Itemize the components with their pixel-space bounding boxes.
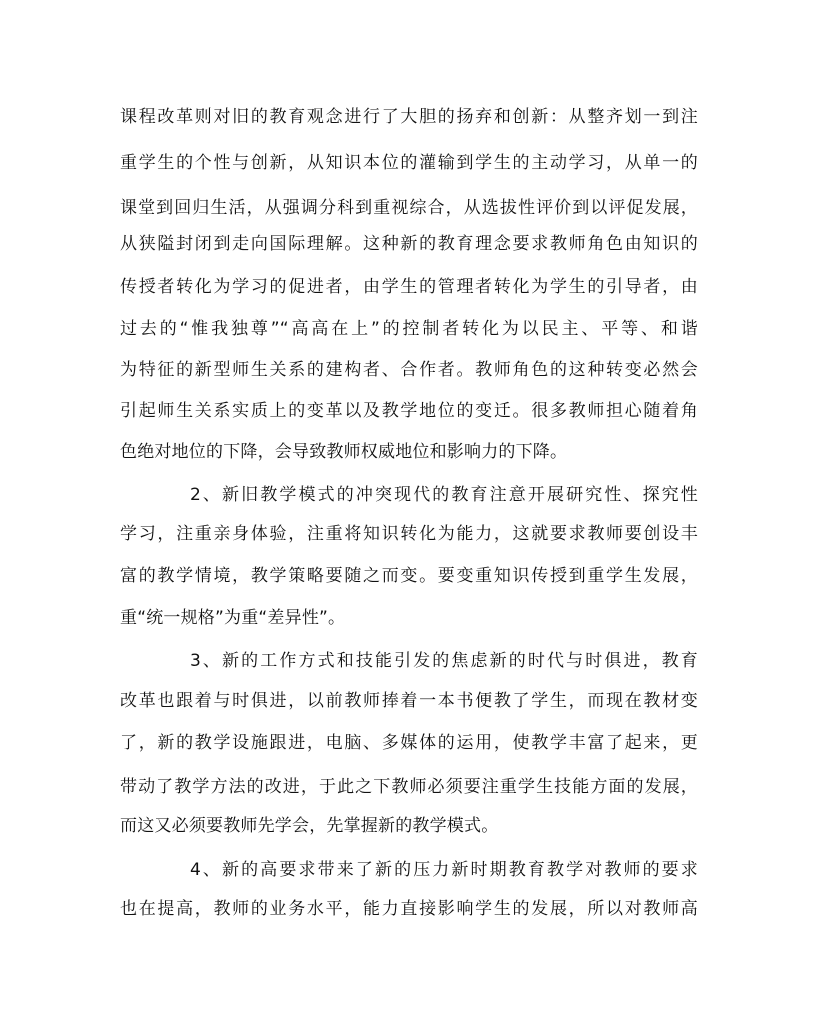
paragraph-3-line-1: 3、新的工作方式和技能引发的焦虑新的时代与时俱进，教育 bbox=[190, 651, 698, 671]
paragraph-2-line-2: 学习，注重亲身体验，注重将知识转化为能力，这就要求教师要创设丰 bbox=[120, 524, 698, 544]
paragraph-1-line-8: 引起师生关系实质上的变革以及教学地位的变迁。很多教师担心随着角 bbox=[120, 401, 698, 421]
paragraph-3-line-3: 了，新的教学设施跟进，电脑、多媒体的运用，使教学丰富了起来，更 bbox=[120, 733, 698, 753]
paragraph-1-line-9: 色绝对地位的下降，会导致教师权威地位和影响力的下降。 bbox=[120, 442, 568, 462]
paragraph-1-line-1: 课程改革则对旧的教育观念进行了大胆的扬弃和创新：从整齐划一到注 bbox=[120, 107, 698, 127]
paragraph-1-line-7: 为特征的新型师生关系的建构者、合作者。教师角色的这种转变必然会 bbox=[120, 360, 698, 380]
paragraph-1-line-4: 从狭隘封闭到走向国际理解。这种新的教育理念要求教师角色由知识的 bbox=[120, 234, 698, 254]
paragraph-3-line-4: 带动了教学方法的改进，于此之下教师必须要注重学生技能方面的发展， bbox=[120, 777, 698, 797]
paragraph-1-line-5: 传授者转化为学习的促进者，由学生的管理者转化为学生的引导者，由 bbox=[120, 277, 698, 297]
paragraph-2-line-1: 2、新旧教学模式的冲突现代的教育注意开展研究性、探究性 bbox=[190, 485, 698, 505]
paragraph-1-line-2: 重学生的个性与创新，从知识本位的灌输到学生的主动学习，从单一的 bbox=[120, 153, 698, 173]
paragraph-2-line-3: 富的教学情境，教学策略要随之而变。要变重知识传授到重学生发展， bbox=[120, 566, 698, 586]
paragraph-3-line-2: 改革也跟着与时俱进，以前教师捧着一本书便教了学生，而现在教材变 bbox=[120, 691, 698, 711]
paragraph-3-line-5: 而这又必须要教师先学会，先掌握新的教学模式。 bbox=[120, 816, 499, 836]
paragraph-1-line-3: 课堂到回归生活，从强调分科到重视综合，从选拔性评价到以评促发展， bbox=[120, 198, 698, 218]
paragraph-2-line-4: 重“统一规格”为重“差异性”。 bbox=[120, 608, 346, 628]
paragraph-4-line-1: 4、新的高要求带来了新的压力新时期教育教学对教师的要求 bbox=[190, 860, 698, 880]
paragraph-1-line-6: 过去的“惟我独尊”“高高在上”的控制者转化为以民主、平等、和谐 bbox=[120, 319, 698, 339]
paragraph-4-line-2: 也在提高，教师的业务水平，能力直接影响学生的发展，所以对教师高 bbox=[120, 899, 698, 919]
